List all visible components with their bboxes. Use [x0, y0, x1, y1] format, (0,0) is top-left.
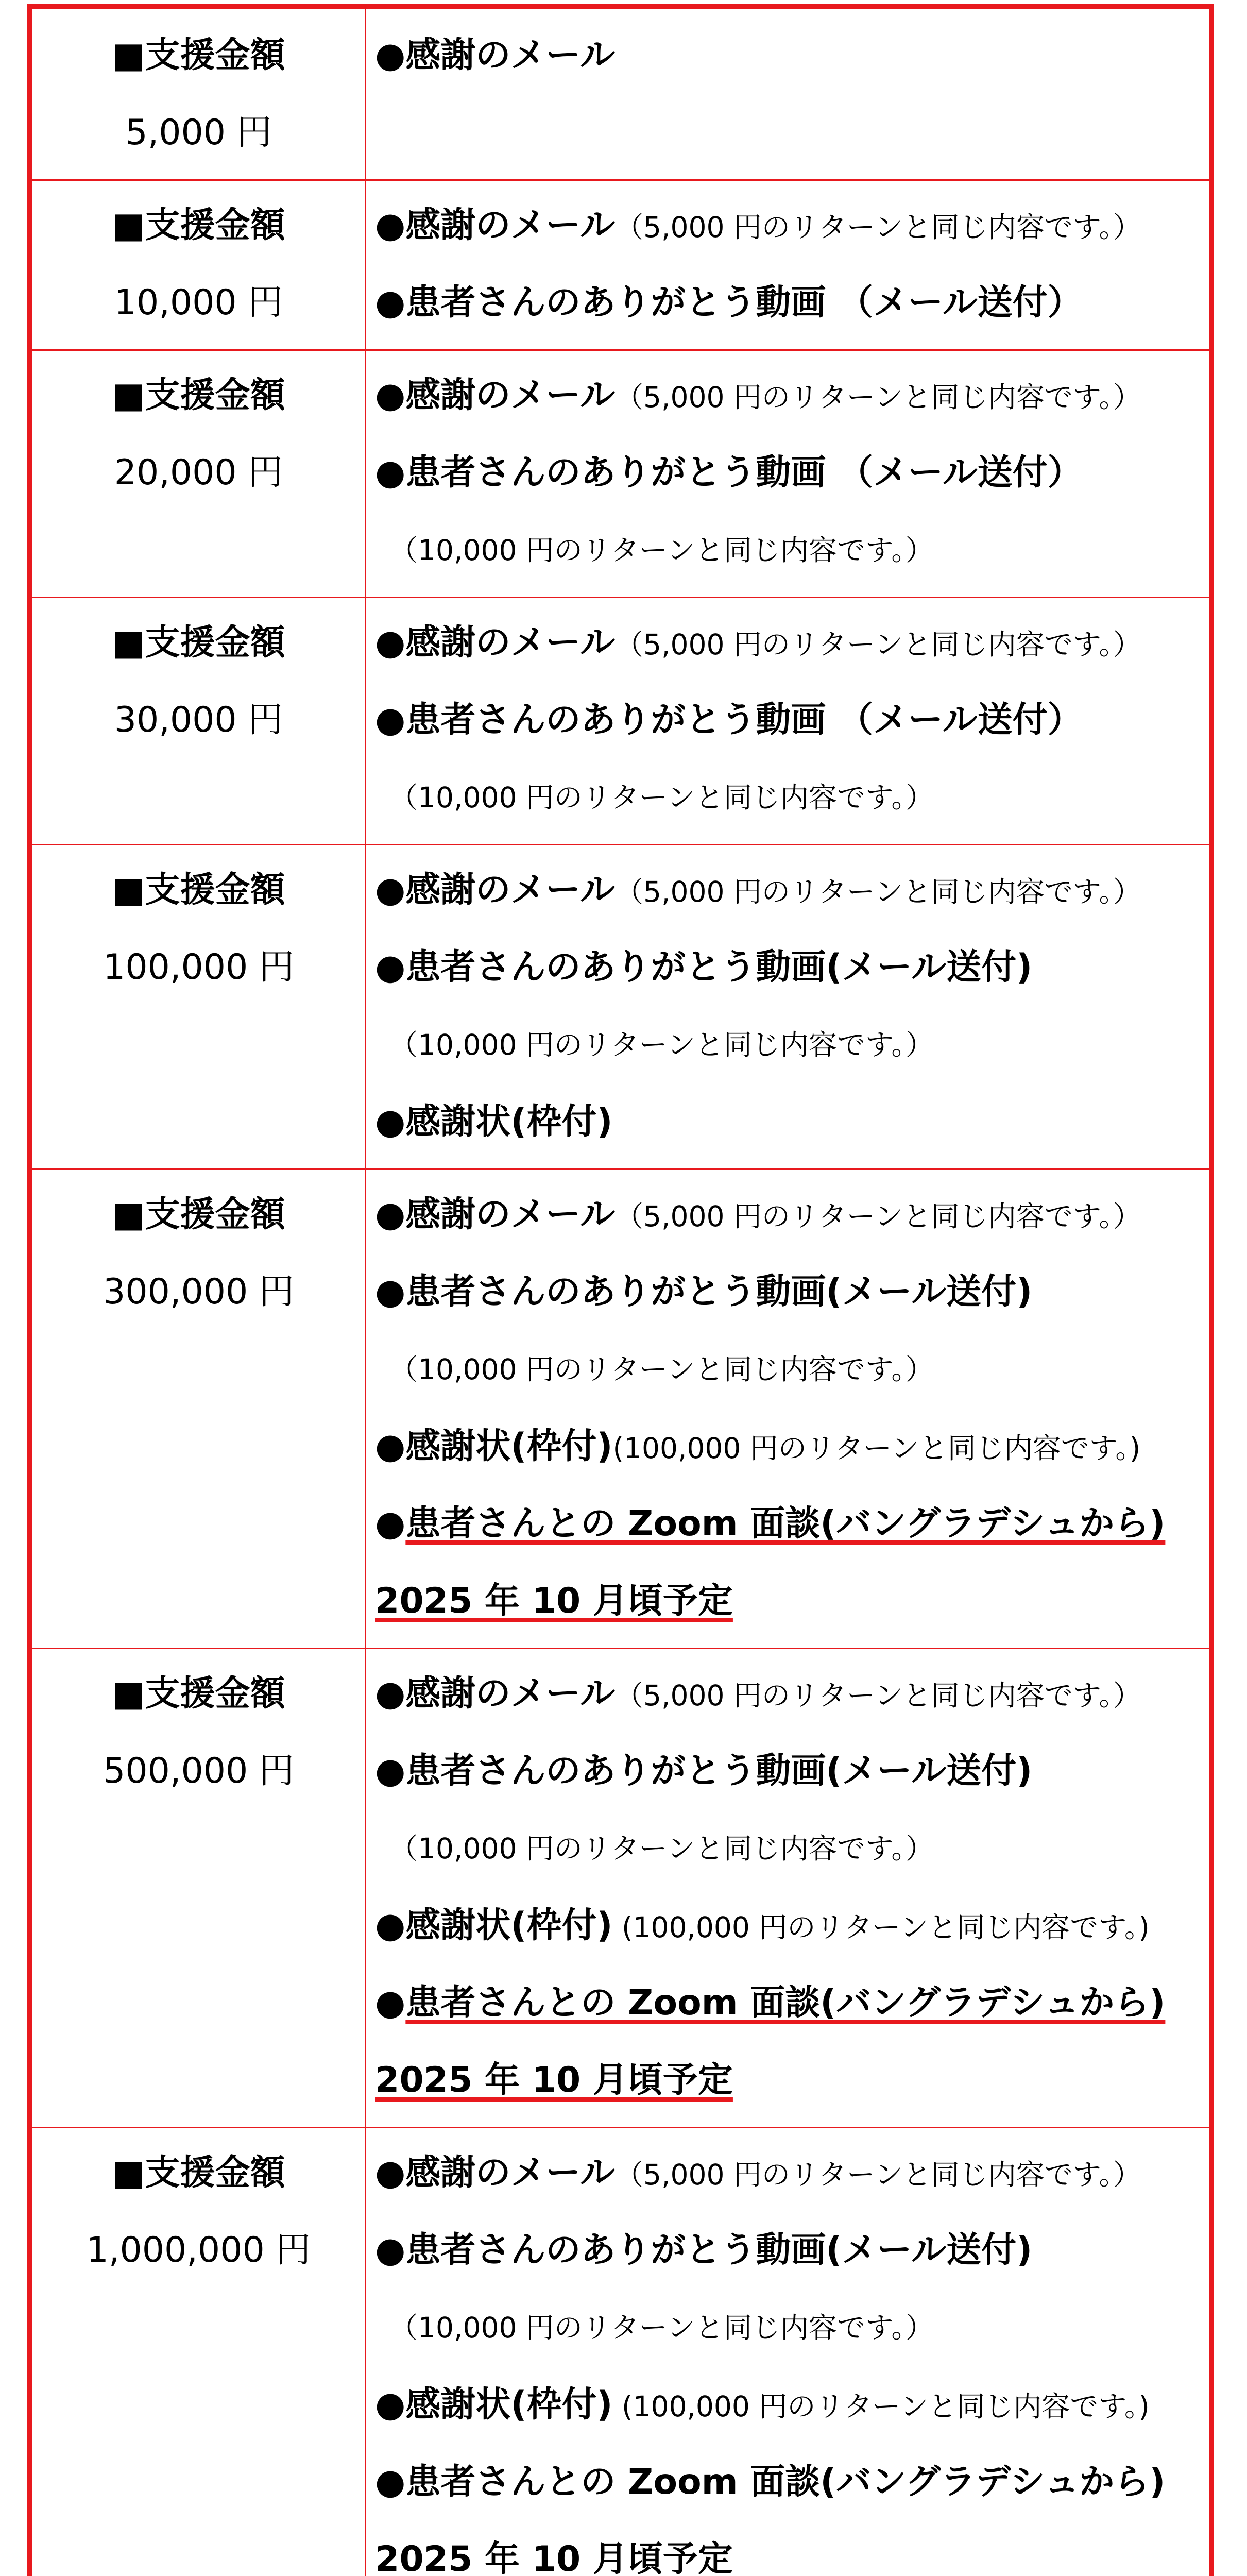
reward-text-wrap: [405, 452, 1082, 493]
row-divider: [32, 2127, 1209, 2128]
reward-suffix: （5,000 円のリターンと同じ内容です。）: [614, 2158, 1141, 2191]
reward-text-wrap: [405, 1101, 612, 1142]
reward-text: 患者さんのありがとう動画(メール送付): [405, 947, 1033, 988]
reward-text-wrap: [405, 1751, 1032, 1791]
bullet-icon: ●: [375, 700, 406, 740]
reward-item: [375, 357, 1209, 434]
reward-text: 感謝のメール: [405, 1194, 615, 1235]
tier-rewards-cell: [375, 1655, 1209, 2119]
reward-highlight: [405, 1503, 1165, 1544]
row-divider: [32, 1648, 1209, 1649]
reward-item: [375, 682, 1209, 759]
reward-text: 患者さんとの Zoom 面談(バングラデシュから): [405, 1982, 1166, 2023]
reward-item: [375, 1733, 1209, 1810]
reward-text: 患者さんのありがとう動画 （メール送付）: [405, 282, 1083, 323]
reward-highlight: [375, 1581, 733, 1621]
bullet-icon: ●: [375, 2384, 406, 2425]
reward-text-wrap: [405, 700, 1082, 740]
reward-suffix: (100,000 円のリターンと同じ内容です。): [612, 1432, 1141, 1465]
reward-suffix: （5,000 円のリターンと同じ内容です。）: [614, 1679, 1141, 1712]
reward-note: （10,000 円のリターンと同じ内容です。）: [389, 781, 934, 814]
tier-label: ■支援金額: [112, 1194, 285, 1235]
tier-rewards-cell: [375, 17, 1209, 94]
bullet-icon: ●: [375, 870, 406, 910]
tier-row: [32, 1655, 1209, 2127]
reward-text: 2025 年 10 月頃予定: [375, 1581, 733, 1621]
bullet-icon: ●: [375, 1194, 406, 1235]
reward-item: [375, 1176, 1209, 1253]
reward-text: 感謝状(枠付): [405, 1426, 613, 1467]
tier-rewards-cell: [375, 1176, 1209, 1640]
tier-row: [32, 357, 1209, 597]
reward-text: 患者さんのありがとう動画(メール送付): [405, 2230, 1033, 2270]
tier-amount: 30,000 円: [114, 700, 283, 740]
reward-text: 感謝のメール: [405, 2153, 615, 2193]
reward-text-wrap: [405, 1194, 615, 1235]
row-divider: [32, 844, 1209, 845]
bullet-icon: ●: [375, 1426, 406, 1467]
reward-item: [375, 1655, 1209, 1733]
tier-row: [32, 852, 1209, 1168]
reward-item: [375, 2042, 1209, 2119]
reward-suffix: (100,000 円のリターンと同じ内容です。): [612, 2390, 1150, 2423]
reward-item: [375, 852, 1209, 929]
bullet-icon: ●: [375, 2462, 406, 2502]
reward-text-wrap: [405, 375, 615, 416]
bullet-icon: ●: [375, 622, 406, 663]
tier-amount: 10,000 円: [114, 282, 283, 323]
reward-text: 2025 年 10 月頃予定: [375, 2060, 733, 2100]
reward-text-wrap: [405, 2384, 612, 2425]
reward-item: [375, 604, 1209, 682]
reward-suffix: （5,000 円のリターンと同じ内容です。）: [614, 875, 1141, 908]
reward-text: 患者さんのありがとう動画(メール送付): [405, 1272, 1033, 1312]
reward-item: [375, 1887, 1209, 1964]
reward-text-wrap: [405, 1426, 612, 1467]
bullet-icon: ●: [375, 2153, 406, 2193]
tier-amount-cell: [32, 187, 365, 342]
bullet-icon: ●: [375, 205, 406, 246]
reward-note: （10,000 円のリターンと同じ内容です。）: [389, 1832, 934, 1865]
row-divider: [32, 1168, 1209, 1170]
reward-text-wrap: [405, 1673, 615, 1714]
tier-label: ■支援金額: [112, 870, 285, 910]
reward-item: [375, 2134, 1209, 2212]
tier-rewards-cell: [375, 357, 1209, 589]
tier-label: ■支援金額: [112, 35, 285, 76]
reward-item: [375, 929, 1209, 1006]
bullet-icon: ●: [375, 1272, 406, 1312]
bullet-icon: ●: [375, 452, 406, 493]
reward-text: 感謝のメール: [405, 870, 615, 910]
reward-note: （10,000 円のリターンと同じ内容です。）: [389, 534, 934, 567]
bullet-icon: ●: [375, 2230, 406, 2270]
reward-text: 感謝のメール: [405, 205, 615, 246]
bullet-icon: ●: [375, 375, 406, 416]
tier-row: [32, 187, 1209, 349]
bullet-icon: ●: [375, 35, 406, 76]
reward-suffix: (100,000 円のリターンと同じ内容です。): [612, 1911, 1150, 1944]
reward-text-wrap: [405, 622, 615, 663]
tier-amount: 300,000 円: [103, 1272, 294, 1312]
reward-suffix: （5,000 円のリターンと同じ内容です。）: [614, 1200, 1141, 1233]
reward-item: [375, 2444, 1209, 2521]
reward-item: [375, 2366, 1209, 2444]
tier-row: [32, 604, 1209, 844]
tier-label: ■支援金額: [112, 2153, 285, 2193]
reward-suffix: （5,000 円のリターンと同じ内容です。）: [614, 211, 1141, 244]
bullet-icon: ●: [375, 1673, 406, 1714]
reward-text-wrap: [405, 2462, 1165, 2502]
reward-text: 感謝のメール: [405, 375, 615, 416]
reward-text: 感謝のメール: [405, 35, 615, 76]
reward-highlight: [405, 1982, 1165, 2023]
reward-note: （10,000 円のリターンと同じ内容です。）: [389, 1028, 934, 1061]
reward-text-wrap: [405, 1905, 612, 1946]
reward-item: [375, 264, 1209, 342]
tier-amount-cell: [32, 17, 365, 172]
tier-amount-cell: [32, 1176, 365, 1331]
tier-rewards-cell: [375, 2134, 1209, 2576]
bullet-icon: ●: [375, 282, 406, 323]
tier-amount-cell: [32, 357, 365, 512]
bullet-icon: ●: [375, 1982, 406, 2023]
reward-item: [375, 1253, 1209, 1331]
bullet-icon: ●: [375, 947, 406, 988]
reward-item: [375, 1485, 1209, 1563]
reward-text-wrap: [405, 205, 615, 246]
tier-rewards-cell: [375, 604, 1209, 836]
tier-amount: 20,000 円: [114, 452, 283, 493]
reward-text-wrap: [405, 870, 615, 910]
reward-item: [375, 434, 1209, 512]
tier-label: ■支援金額: [112, 375, 285, 416]
bullet-icon: ●: [375, 1101, 406, 1142]
tier-amount-cell: [32, 852, 365, 1006]
reward-item: [375, 187, 1209, 264]
reward-note: （10,000 円のリターンと同じ内容です。）: [389, 2311, 934, 2344]
tier-label: ■支援金額: [112, 1673, 285, 1714]
row-divider: [32, 349, 1209, 351]
reward-suffix: （5,000 円のリターンと同じ内容です。）: [614, 381, 1141, 414]
tier-row: [32, 1176, 1209, 1648]
reward-item: [375, 2212, 1209, 2289]
reward-text: 感謝状(枠付): [405, 1905, 613, 1946]
return-tiers-table: [27, 4, 1214, 2576]
reward-text: 患者さんのありがとう動画(メール送付): [405, 1751, 1033, 1791]
reward-suffix: （5,000 円のリターンと同じ内容です。）: [614, 628, 1141, 661]
tier-rewards-cell: [375, 187, 1209, 342]
tier-rewards-cell: [375, 852, 1209, 1161]
reward-item: [375, 2521, 1209, 2576]
reward-item: [375, 1408, 1209, 1485]
reward-text: 感謝のメール: [405, 622, 615, 663]
reward-text: 患者さんのありがとう動画 （メール送付）: [405, 452, 1083, 493]
tier-amount: 5,000 円: [125, 112, 272, 153]
tier-amount-cell: [32, 1655, 365, 1810]
reward-item: [375, 1563, 1209, 1640]
bullet-icon: ●: [375, 1751, 406, 1791]
reward-text: 患者さんとの Zoom 面談(バングラデシュから): [405, 1503, 1166, 1544]
tier-label: ■支援金額: [112, 205, 285, 246]
row-divider: [32, 597, 1209, 598]
reward-highlight: [375, 2539, 733, 2576]
reward-text-wrap: [405, 2153, 615, 2193]
reward-item: [375, 17, 1209, 94]
reward-text: 感謝状(枠付): [405, 2384, 613, 2425]
bullet-icon: ●: [375, 1503, 406, 1544]
reward-note: （10,000 円のリターンと同じ内容です。）: [389, 1353, 934, 1386]
tier-amount: 500,000 円: [103, 1751, 294, 1791]
reward-text-wrap: [405, 1272, 1032, 1312]
tier-amount: 1,000,000 円: [86, 2230, 311, 2270]
tier-amount-cell: [32, 2134, 365, 2289]
tier-row: [32, 2134, 1209, 2576]
reward-highlight: [375, 2060, 733, 2100]
reward-text-wrap: [405, 947, 1032, 988]
reward-text: 患者さんとの Zoom 面談(バングラデシュから): [405, 2462, 1166, 2502]
reward-item: [375, 1083, 1209, 1161]
reward-text-wrap: [405, 35, 615, 76]
reward-text: 感謝のメール: [405, 1673, 615, 1714]
reward-text: 患者さんのありがとう動画 （メール送付）: [405, 700, 1083, 740]
reward-text-wrap: [405, 2230, 1032, 2270]
tier-row: [32, 17, 1209, 179]
tier-amount-cell: [32, 604, 365, 759]
reward-text: 感謝状(枠付): [405, 1101, 613, 1142]
reward-item: [375, 1964, 1209, 2042]
tier-amount: 100,000 円: [103, 947, 294, 988]
reward-text-wrap: [405, 282, 1082, 323]
reward-text: 2025 年 10 月頃予定: [375, 2539, 733, 2576]
row-divider: [32, 179, 1209, 181]
bullet-icon: ●: [375, 1905, 406, 1946]
tier-label: ■支援金額: [112, 622, 285, 663]
